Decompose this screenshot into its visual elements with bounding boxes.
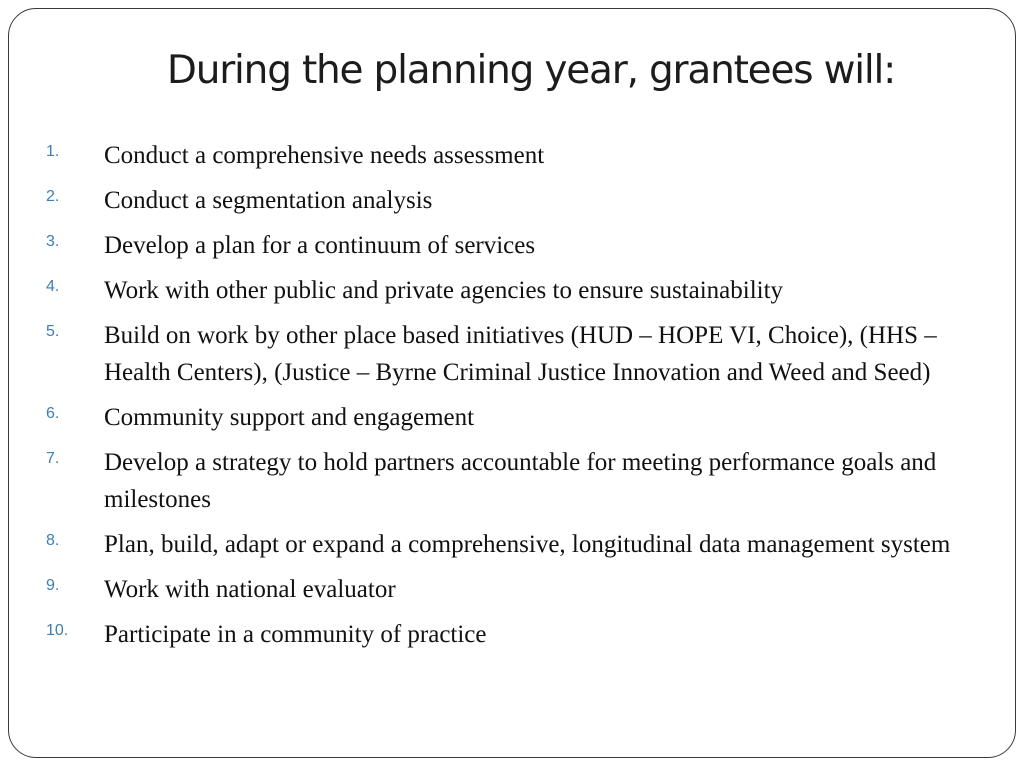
slide-title: During the planning year, grantees will:: [166, 48, 896, 93]
list-item-number: 6.: [46, 405, 60, 422]
list-item: [46, 616, 966, 653]
list-item-text: Conduct a comprehensive needs assessment: [104, 142, 545, 169]
planning-list: [46, 137, 966, 653]
list-spacer: [46, 436, 966, 444]
list-item: [46, 317, 966, 391]
list-item: [46, 227, 966, 264]
list-item-number: 3.: [46, 233, 60, 250]
list-spacer: [46, 174, 966, 182]
list-item-text: Work with national evaluator: [104, 576, 396, 603]
list-item-text: Develop a plan for a continuum of services: [104, 232, 536, 259]
list-spacer: [46, 309, 966, 317]
list-spacer: [46, 219, 966, 227]
list-item-number: 8.: [46, 532, 60, 549]
list-item: [46, 272, 966, 309]
list-spacer: [46, 391, 966, 399]
list-item-text: Conduct a segmentation analysis: [104, 187, 433, 214]
list-item: [46, 444, 966, 518]
list-item: [46, 399, 966, 436]
list-item-number: 2.: [46, 188, 60, 205]
list-item-text: Participate in a community of practice: [104, 621, 487, 648]
list-item-number: 7.: [46, 450, 60, 467]
list-spacer: [46, 264, 966, 272]
list-spacer: [46, 518, 966, 526]
list-spacer: [46, 608, 966, 616]
list-item-number: 5.: [46, 323, 60, 340]
list-item-text: Community support and engagement: [104, 404, 475, 431]
list-item-text: Work with other public and private agencies to ensure sustainability: [104, 277, 784, 304]
list-item-text: Develop a strategy to hold partners accountable for meeting performance goals and milestones: [104, 449, 937, 513]
list-item: [46, 526, 966, 563]
list-item-number: 10.: [46, 622, 69, 639]
list-item-number: 1.: [46, 143, 60, 160]
list-item-text: Build on work by other place based initiatives (HUD – HOPE VI, Choice), (HHS – Health Centers), (Justice – Byrne Criminal Justice Innovation and Weed and Seed): [104, 322, 937, 386]
list-item: [46, 182, 966, 219]
list-item-text: Plan, build, adapt or expand a comprehensive, longitudinal data management system: [104, 531, 951, 558]
list-item: [46, 137, 966, 174]
list-item-number: 9.: [46, 577, 60, 594]
list-item-number: 4.: [46, 278, 60, 295]
list-item: [46, 571, 966, 608]
list-spacer: [46, 563, 966, 571]
